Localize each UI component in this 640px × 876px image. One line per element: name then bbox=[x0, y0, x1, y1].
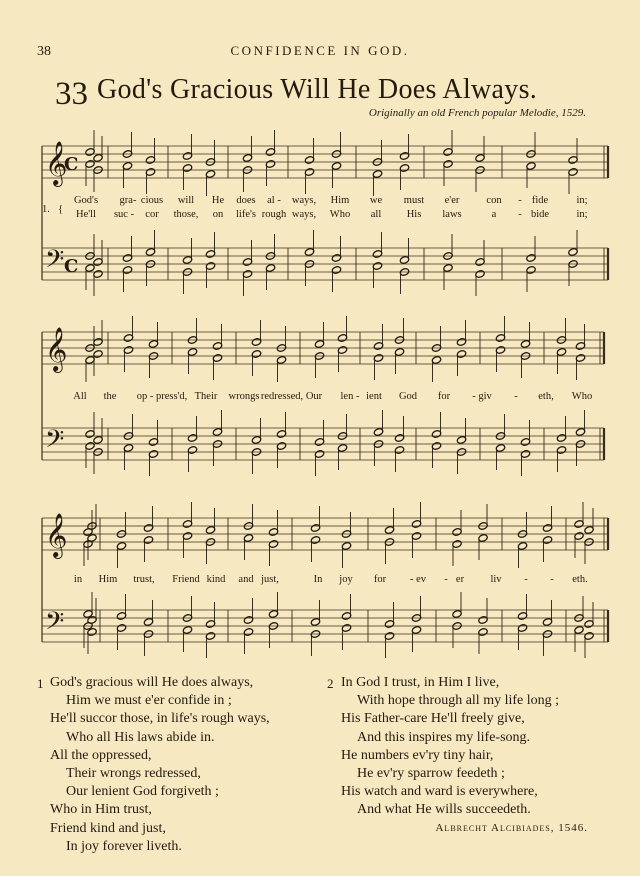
lyric-system3-syllable: and bbox=[238, 574, 254, 585]
verse-1-number: 1 bbox=[37, 676, 44, 691]
lyric-system2-syllable: for bbox=[437, 391, 451, 402]
verse-line: Their wrongs redressed, bbox=[66, 766, 201, 782]
lyric-line1-syllable: God's bbox=[73, 195, 99, 206]
treble-clef-icon: 𝄞 bbox=[45, 513, 68, 557]
verse-brace: { bbox=[58, 204, 64, 215]
lyric-system3-syllable: Him bbox=[98, 574, 118, 585]
lyric-line1-syllable: gra- bbox=[119, 195, 137, 206]
lyric-line1-syllable: we bbox=[369, 195, 383, 206]
lyric-line1-syllable: ways, bbox=[291, 195, 317, 206]
lyric-line2-syllable: laws bbox=[442, 209, 462, 220]
lyric-line2-syllable: He'll bbox=[76, 209, 96, 220]
lyric-line2-syllable: bide bbox=[530, 209, 550, 220]
lyric-line1-syllable: in; bbox=[576, 195, 588, 206]
common-time-icon: C bbox=[64, 256, 79, 277]
lyric-system3-syllable: eth. bbox=[572, 574, 588, 585]
lyric-system3-syllable: er bbox=[455, 574, 465, 585]
verse-line: Friend kind and just, bbox=[50, 820, 166, 836]
lyric-line2-syllable: rough bbox=[261, 209, 287, 220]
lyric-system3-syllable: in bbox=[73, 574, 83, 585]
author-credit: Albrecht Alcibiades, 1546. bbox=[435, 822, 588, 834]
lyric-system2-syllable: the bbox=[103, 391, 117, 402]
lyric-system3-syllable: joy bbox=[339, 574, 353, 585]
lyric-line1-syllable: cious bbox=[140, 195, 164, 206]
lyric-system2-syllable: ient bbox=[366, 391, 382, 402]
lyric-system2-syllable: eth, bbox=[538, 391, 554, 402]
verse-line: Who in Him trust, bbox=[50, 802, 152, 818]
lyric-line1-syllable: will bbox=[177, 195, 195, 206]
lyric-system3-syllable: - ev bbox=[409, 574, 427, 585]
verse-line: God's gracious will He does always, bbox=[50, 675, 254, 690]
lyric-line2-syllable: cor bbox=[145, 209, 159, 220]
lyric-system3-syllable: Friend bbox=[172, 574, 200, 585]
lyric-system2-syllable: God bbox=[398, 391, 418, 402]
lyric-line1-syllable: e'er bbox=[444, 195, 460, 206]
lyric-line1-syllable: con bbox=[486, 195, 502, 206]
lyric-system3-syllable: - bbox=[524, 574, 528, 585]
treble-clef-icon: 𝄞 bbox=[45, 327, 68, 371]
lyric-line2-syllable: all bbox=[370, 209, 382, 220]
verse-line: Him we must e'er confide in ; bbox=[66, 693, 232, 709]
tune-source: Originally an old French popular Melodie, 1529. bbox=[368, 107, 586, 119]
verse-line: He numbers ev'ry tiny hair, bbox=[341, 747, 494, 763]
lyric-system2-syllable: - bbox=[514, 391, 518, 402]
lyric-line2-syllable: a bbox=[491, 209, 497, 220]
verse-line: He ev'ry sparrow feedeth ; bbox=[357, 766, 505, 782]
lyric-system2-syllable: op - press'd, bbox=[136, 391, 188, 402]
lyric-line2-syllable: Who bbox=[329, 209, 351, 220]
lyric-system3-syllable: trust, bbox=[133, 574, 155, 585]
bass-clef-icon: 𝄢 bbox=[45, 245, 65, 280]
treble-clef-icon: 𝄞 bbox=[45, 141, 68, 185]
lyric-line2-syllable: suc - bbox=[113, 209, 135, 220]
verse-line: Our lenient God forgiveth ; bbox=[66, 784, 219, 800]
lyric-system3-syllable: liv bbox=[490, 574, 502, 585]
lyric-system3-syllable: In bbox=[313, 574, 323, 585]
lyric-system2-syllable: All bbox=[73, 391, 87, 402]
running-head: CONFIDENCE IN GOD. bbox=[230, 43, 410, 58]
lyric-line1-syllable: fide bbox=[531, 195, 549, 206]
lyric-system2-syllable: Their bbox=[194, 391, 218, 402]
lyric-system3-syllable: for bbox=[373, 574, 387, 585]
verse-1 bbox=[50, 674, 270, 856]
bass-clef-icon: 𝄢 bbox=[45, 425, 65, 460]
lyric-line2-syllable: those, bbox=[173, 209, 199, 220]
verse-line: In joy forever liveth. bbox=[66, 838, 182, 854]
lyric-line1-syllable: Him bbox=[330, 195, 350, 206]
lyric-system3-syllable: - bbox=[444, 574, 448, 585]
lyric-system2-syllable: Our bbox=[305, 391, 323, 402]
lyric-system2-syllable: Who bbox=[571, 391, 593, 402]
lyric-line2-syllable: in; bbox=[576, 209, 588, 220]
verse-line: In God I trust, in Him I live, bbox=[341, 675, 500, 690]
verse-line: All the oppressed, bbox=[50, 747, 152, 763]
lyric-line1-syllable: does bbox=[236, 195, 256, 206]
verse-line: And what He wills succeedeth. bbox=[357, 802, 531, 818]
lyric-system2-syllable: len - bbox=[340, 391, 360, 402]
common-time-icon: C bbox=[64, 154, 79, 175]
lyric-system3-syllable: kind bbox=[206, 574, 226, 585]
score-lyrics bbox=[42, 195, 592, 585]
verse-2-number: 2 bbox=[327, 676, 334, 691]
lyric-line2-syllable: ways, bbox=[291, 209, 317, 220]
lyric-line2-syllable: life's bbox=[236, 209, 256, 220]
lyric-line1-syllable: - bbox=[518, 195, 522, 206]
lyric-line1-syllable: He bbox=[211, 195, 225, 206]
lyric-line1-syllable: must bbox=[403, 195, 425, 206]
verse-line: With hope through all my life long ; bbox=[357, 693, 560, 709]
verse-line: Who all His laws abide in. bbox=[66, 729, 215, 745]
verse-line: He'll succor those, in life's rough ways, bbox=[50, 711, 270, 727]
lyric-line2-syllable: - bbox=[518, 209, 522, 220]
lyric-line2-syllable: His bbox=[406, 209, 422, 220]
verse-line: His Father-care He'll freely give, bbox=[341, 711, 525, 727]
verse-line: And this inspires my life-song. bbox=[357, 729, 531, 745]
verse-line: His watch and ward is everywhere, bbox=[341, 784, 538, 800]
lyric-system2-syllable: wrongs bbox=[228, 391, 260, 402]
lyric-line2-syllable: on bbox=[212, 209, 224, 220]
lyric-system3-syllable: - bbox=[550, 574, 554, 585]
lyric-system2-syllable: - giv bbox=[472, 391, 492, 402]
lyric-line1-syllable: al - bbox=[267, 195, 281, 206]
hymn-number: 33 bbox=[55, 76, 88, 112]
lyric-system2-syllable: redressed, bbox=[260, 391, 304, 402]
bass-clef-icon: 𝄢 bbox=[45, 607, 65, 642]
verse-2 bbox=[341, 674, 559, 820]
verse-number-in-score: 1. bbox=[42, 204, 50, 215]
page-number: 38 bbox=[37, 44, 51, 59]
lyric-system3-syllable: just, bbox=[261, 574, 279, 585]
hymn-title: God's Gracious Will He Does Always. bbox=[97, 74, 538, 105]
